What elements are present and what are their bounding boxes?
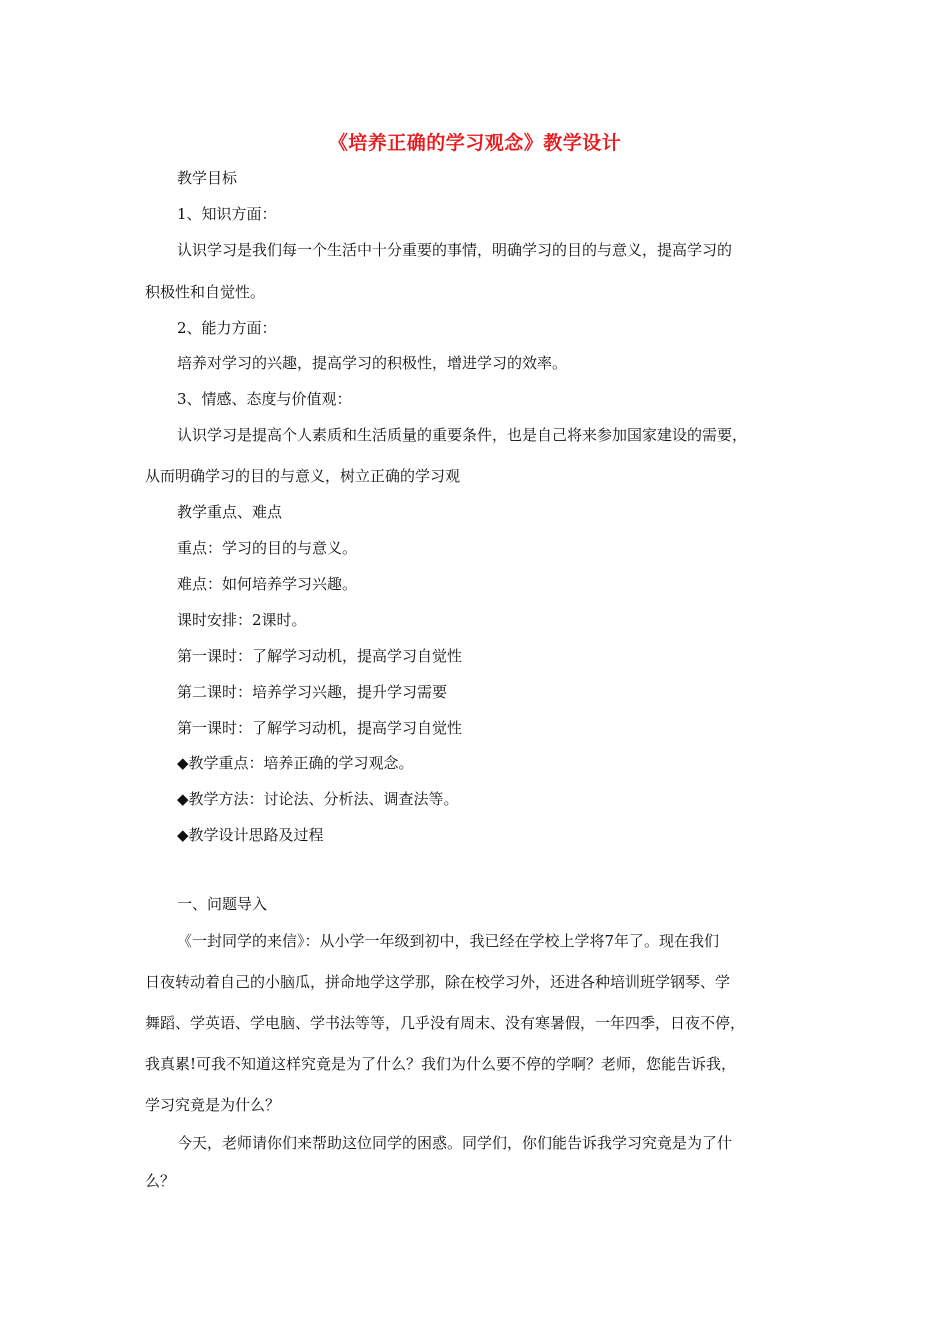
document-title: 《培养正确的学习观念》教学设计: [328, 132, 622, 154]
paragraph-line: 日夜转动着自己的小脑瓜，拼命地学这学那，除在校学习外，还进各种培训班学钢琴、学: [145, 973, 731, 991]
subheading-emotion-attitude-values: 3、情感、态度与价值观：: [177, 390, 352, 408]
paragraph-line: 今天，老师请你们来帮助这位同学的困惑。同学们，你们能告诉我学习究竟是为了什: [177, 1134, 733, 1152]
section-heading-key-points: 教学重点、难点: [177, 503, 283, 521]
bullet-design-process: ◆教学设计思路及过程: [177, 826, 324, 844]
schedule-line: 课时安排：2课时。: [177, 611, 307, 629]
bullet-teaching-method: ◆教学方法：讨论法、分析法、调查法等。: [177, 790, 459, 808]
paragraph-line: 认识学习是我们每一个生活中十分重要的事情，明确学习的目的与意义，提高学习的: [177, 241, 733, 259]
paragraph-line: 学习究竟是为什么？: [145, 1096, 281, 1114]
section-heading-introduction: 一、问题导入: [177, 895, 268, 913]
paragraph-line: 认识学习是提高个人素质和生活质量的重要条件，也是自己将来参加国家建设的需要，: [177, 426, 748, 444]
lesson-two-line: 第二课时：培养学习兴趣，提升学习需要: [177, 683, 448, 701]
paragraph-line: 舞蹈、学英语、学电脑、学书法等等，几乎没有周末、没有寒暑假，一年四季，日夜不停，: [145, 1014, 746, 1032]
section-heading-teaching-goals: 教学目标: [177, 169, 238, 187]
subheading-knowledge: 1、知识方面：: [177, 205, 277, 223]
lesson-one-heading: 第一课时：了解学习动机，提高学习自觉性: [177, 719, 463, 737]
bullet-teaching-focus: ◆教学重点：培养正确的学习观念。: [177, 754, 414, 772]
key-point-line: 重点：学习的目的与意义。: [177, 539, 358, 557]
paragraph-line: 《一封同学的来信》：从小学一年级到初中，我已经在学校上学将7年了。现在我们: [177, 932, 720, 950]
subheading-ability: 2、能力方面：: [177, 319, 277, 337]
difficulty-line: 难点：如何培养学习兴趣。: [177, 575, 358, 593]
lesson-one-line: 第一课时：了解学习动机，提高学习自觉性: [177, 647, 463, 665]
paragraph-line: 么？: [145, 1172, 176, 1190]
paragraph-line: 培养对学习的兴趣，提高学习的积极性，增进学习的效率。: [177, 354, 568, 372]
paragraph-line: 从而明确学习的目的与意义，树立正确的学习观: [145, 467, 461, 485]
paragraph-line: 我真累!可我不知道这样究竟是为了什么？我们为什么要不停的学啊？老师，您能告诉我，: [145, 1055, 737, 1073]
paragraph-line: 积极性和自觉性。: [145, 283, 266, 301]
